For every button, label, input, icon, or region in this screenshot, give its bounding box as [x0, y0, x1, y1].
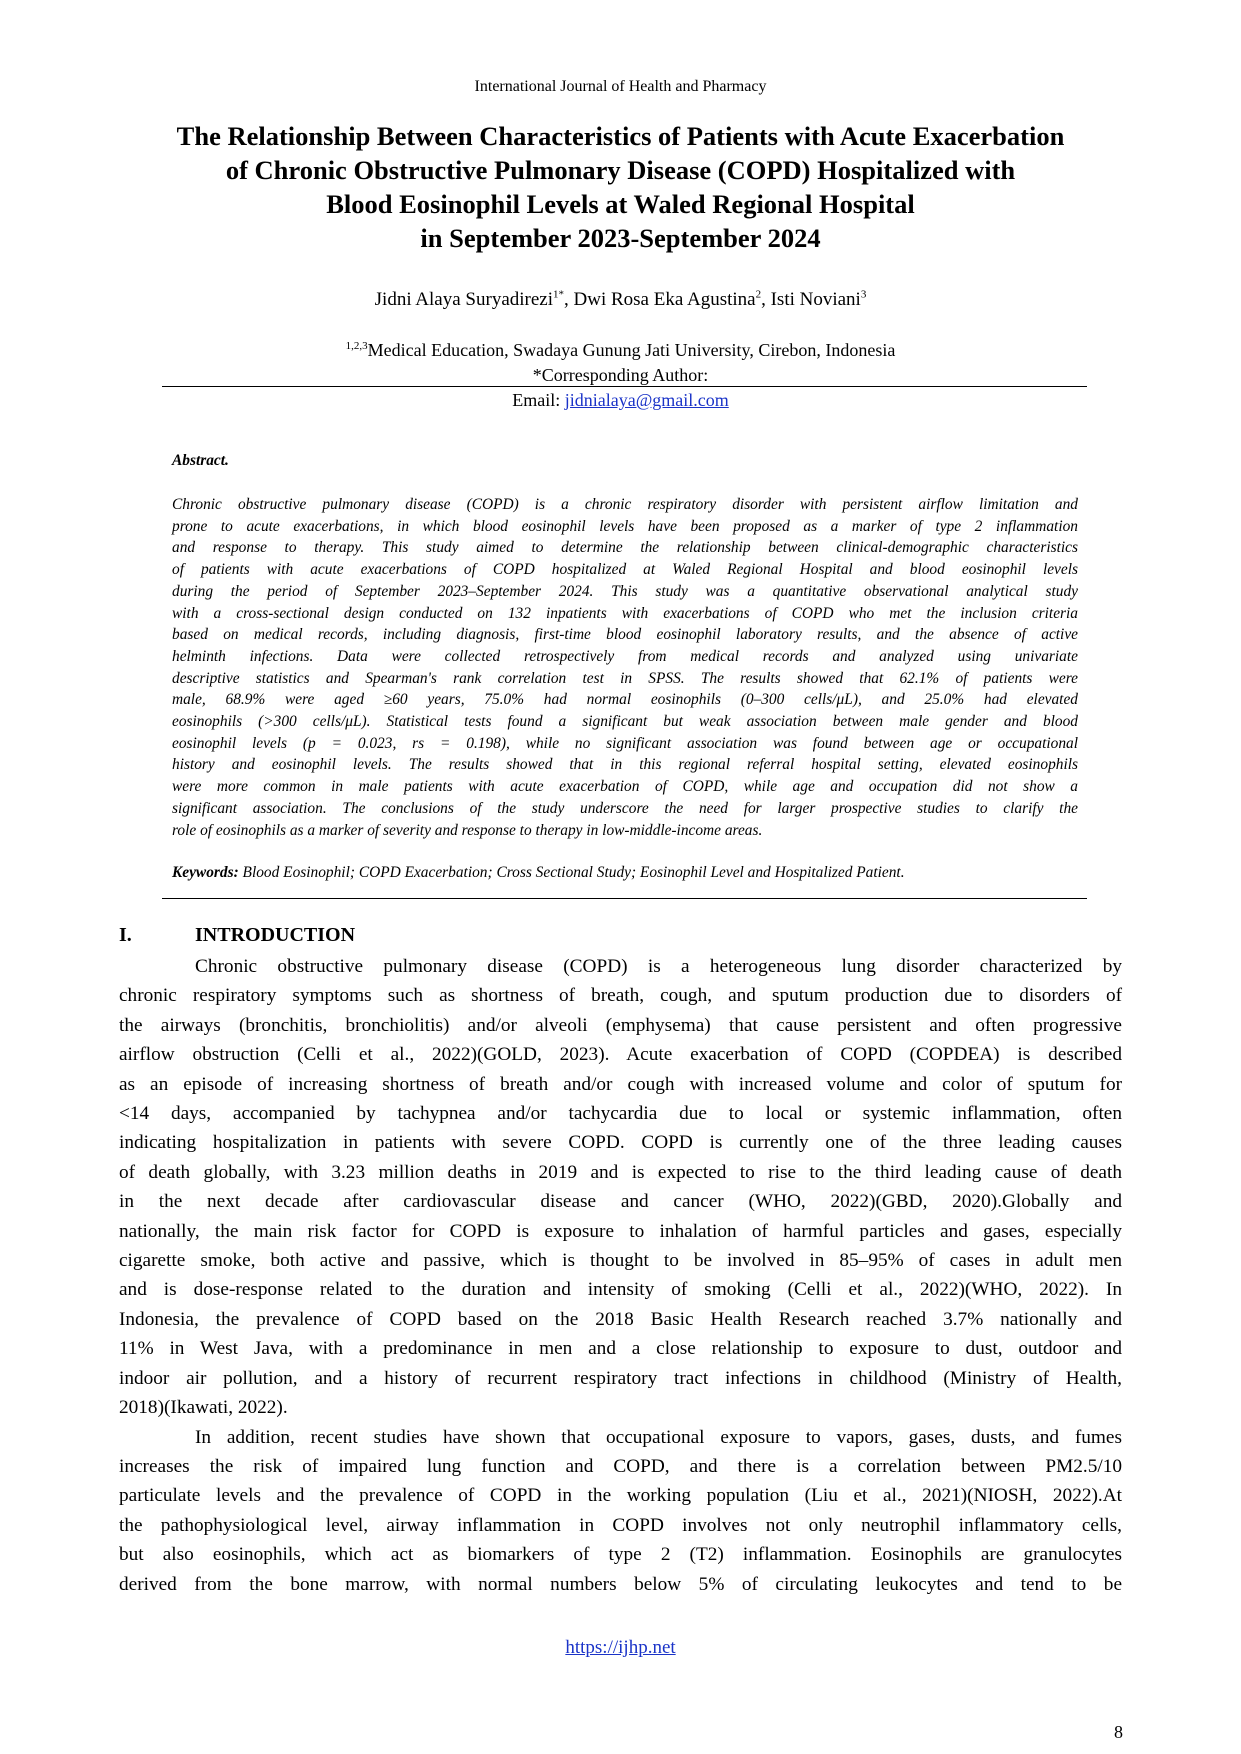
body-line: 2018)(Ikawati, 2022).: [119, 1397, 288, 1419]
body-line: of death globally, with 3.23 million deaths in 2019 and is expected to rise to the third leading cause of death: [119, 1161, 1122, 1183]
abstract-body: [172, 494, 1078, 841]
email-link[interactable]: jidnialaya@gmail.com: [564, 390, 729, 410]
body-line: the airways (bronchitis, bronchiolitis) and/or alveoli (emphysema) that cause persistent and often progressive: [119, 1014, 1122, 1036]
keywords-label: Keywords:: [172, 864, 239, 881]
body-line: Chronic obstructive pulmonary disease (COPD) is a heterogeneous lung disorder characterized by: [195, 956, 1122, 977]
abstract-line: were more common in male patients with acute exacerbation of COPD, while age and occupation did not show a: [172, 778, 1078, 796]
body-line: but also eosinophils, which act as biomarkers of type 2 (T2) inflammation. Eosinophils are granulocytes: [119, 1544, 1122, 1566]
body-line: and is dose-response related to the duration and intensity of smoking (Celli et al., 2022)(WHO, 2022). In: [119, 1279, 1122, 1301]
abstract-line: significant association. The conclusions of the study underscore the need for larger prospective studies to clarify the: [172, 799, 1078, 817]
affiliation-mark: 1,2,3: [345, 340, 368, 352]
title-line: Blood Eosinophil Levels at Waled Regional Hospital: [326, 189, 915, 219]
author-name: Dwi Rosa Eka Agustina: [573, 289, 756, 310]
section-number: I.: [119, 924, 132, 946]
body-line: Indonesia, the prevalence of COPD based on the 2018 Basic Health Research reached 3.7% nationally and: [119, 1308, 1122, 1330]
keywords-text: Blood Eosinophil; COPD Exacerbation; Cross Sectional Study; Eosinophil Level and Hospitalized Patient.: [238, 864, 905, 881]
email-label: Email:: [512, 390, 565, 410]
affiliation-line: [0, 338, 1241, 363]
abstract-top-rule: [162, 386, 1087, 387]
abstract-line: eosinophils (>300 cells/μL). Statistical tests found a significant but weak association between male gender and blood: [172, 713, 1078, 731]
abstract-line: during the period of September 2023–September 2024. This study was a quantitative observational analytical study: [172, 582, 1078, 600]
page-number: 8: [1114, 1722, 1123, 1742]
body-line: indoor air pollution, and a history of recurrent respiratory tract infections in childhood (Ministry of Health,: [119, 1367, 1122, 1389]
abstract-line: role of eosinophils as a marker of severity and response to therapy in low-middle-income areas.: [172, 821, 763, 839]
abstract-line: descriptive statistics and Spearman's rank correlation test in SPSS. The results showed that 62.1% of patients were: [172, 669, 1078, 687]
author-name: Isti Noviani: [770, 289, 861, 310]
abstract-line: with a cross-sectional design conducted on 132 inpatients with exacerbations of COPD who met the inclusion criteria: [172, 604, 1078, 622]
body-line: <14 days, accompanied by tachypnea and/or tachycardia due to local or systemic inflammation, often: [119, 1103, 1122, 1125]
affiliation-block: [0, 338, 1241, 413]
abstract-line: helminth infections. Data were collected retrospectively from medical records and analyzed using univariate: [172, 647, 1078, 665]
author-affiliation-mark: 2: [755, 288, 762, 301]
abstract-line: prone to acute exacerbations, in which blood eosinophil levels have been proposed as a marker of type 2 inflammation: [172, 517, 1078, 535]
abstract-bottom-rule: [162, 898, 1087, 899]
email-line: [0, 388, 1241, 413]
body-line: increases the risk of impaired lung function and COPD, and there is a correlation between PM2.5/10: [119, 1455, 1122, 1477]
body-line: cigarette smoke, both active and passive, which is thought to be involved in 85–95% of cases in adult men: [119, 1250, 1122, 1272]
author-separator: ,: [761, 289, 771, 310]
author-list: [0, 289, 1241, 311]
body-line: in the next decade after cardiovascular disease and cancer (WHO, 2022)(GBD, 2020).Globally and: [119, 1191, 1122, 1213]
abstract-label: Abstract.: [172, 452, 229, 469]
title-line: of Chronic Obstructive Pulmonary Disease (COPD) Hospitalized with: [225, 155, 1016, 185]
body-line: In addition, recent studies have shown that occupational exposure to vapors, gases, dusts, and fumes: [195, 1426, 1122, 1448]
keywords-line: [172, 864, 1078, 882]
abstract-line: male, 68.9% were aged ≥60 years, 75.0% had normal eosinophils (0–300 cells/μL), and 25.0% had elevated: [172, 691, 1078, 709]
paper-title: [100, 119, 1141, 255]
body-line: the pathophysiological level, airway inflammation in COPD involves not only neutrophil inflammatory cells,: [119, 1514, 1122, 1536]
affiliation-text: Medical Education, Swadaya Gunung Jati University, Cirebon, Indonesia: [367, 340, 896, 360]
abstract-line: history and eosinophil levels. The results showed that in this regional referral hospital setting, elevated eosinophils: [172, 756, 1078, 774]
author-name: Jidni Alaya Suryadirezi: [374, 289, 554, 310]
author-affiliation-mark: 3: [860, 288, 867, 301]
journal-header: International Journal of Health and Pharmacy: [474, 78, 767, 95]
author-affiliation-mark: 1*: [553, 288, 565, 301]
footer-link[interactable]: https://ijhp.net: [565, 1637, 676, 1658]
abstract-line: Chronic obstructive pulmonary disease (COPD) is a chronic respiratory disorder with persistent airflow limitation and: [172, 496, 1078, 513]
body-line: indicating hospitalization in patients with severe COPD. COPD is currently one of the three leading causes: [119, 1132, 1122, 1154]
abstract-line: eosinophil levels (p = 0.023, rs = 0.198), while no significant association was found between age or occupational: [172, 734, 1078, 752]
body-line: particulate levels and the prevalence of COPD in the working population (Liu et al., 2021)(NIOSH, 2022).At: [119, 1485, 1122, 1507]
title-line: in September 2023-September 2024: [420, 223, 821, 253]
body-line: chronic respiratory symptoms such as shortness of breath, cough, and sputum production due to disorders of: [119, 985, 1122, 1007]
body-line: derived from the bone marrow, with normal numbers below 5% of circulating leukocytes and tend to be: [119, 1573, 1122, 1595]
abstract-line: and response to therapy. This study aimed to determine the relationship between clinical-demographic characteristics: [172, 539, 1078, 557]
abstract-line: of patients with acute exacerbations of COPD hospitalized at Waled Regional Hospital and blood eosinophil levels: [172, 561, 1078, 579]
body-line: 11% in West Java, with a predominance in men and a close relationship to exposure to dust, outdoor and: [119, 1338, 1122, 1360]
abstract-line: based on medical records, including diagnosis, first-time blood eosinophil laboratory results, and the absence of active: [172, 626, 1078, 644]
corresponding-author: *Corresponding Author:: [532, 365, 709, 385]
body-text: [119, 952, 1122, 1599]
author-separator: ,: [564, 289, 574, 310]
body-line: airflow obstruction (Celli et al., 2022)(GOLD, 2023). Acute exacerbation of COPD (COPDEA) is described: [119, 1044, 1122, 1066]
body-line: nationally, the main risk factor for COPD is exposure to inhalation of harmful particles and gases, especially: [119, 1220, 1122, 1242]
body-line: as an episode of increasing shortness of breath and/or cough with increased volume and color of sputum for: [119, 1073, 1122, 1095]
title-line: The Relationship Between Characteristics of Patients with Acute Exacerbation: [176, 121, 1065, 151]
section-title: INTRODUCTION: [195, 924, 356, 946]
